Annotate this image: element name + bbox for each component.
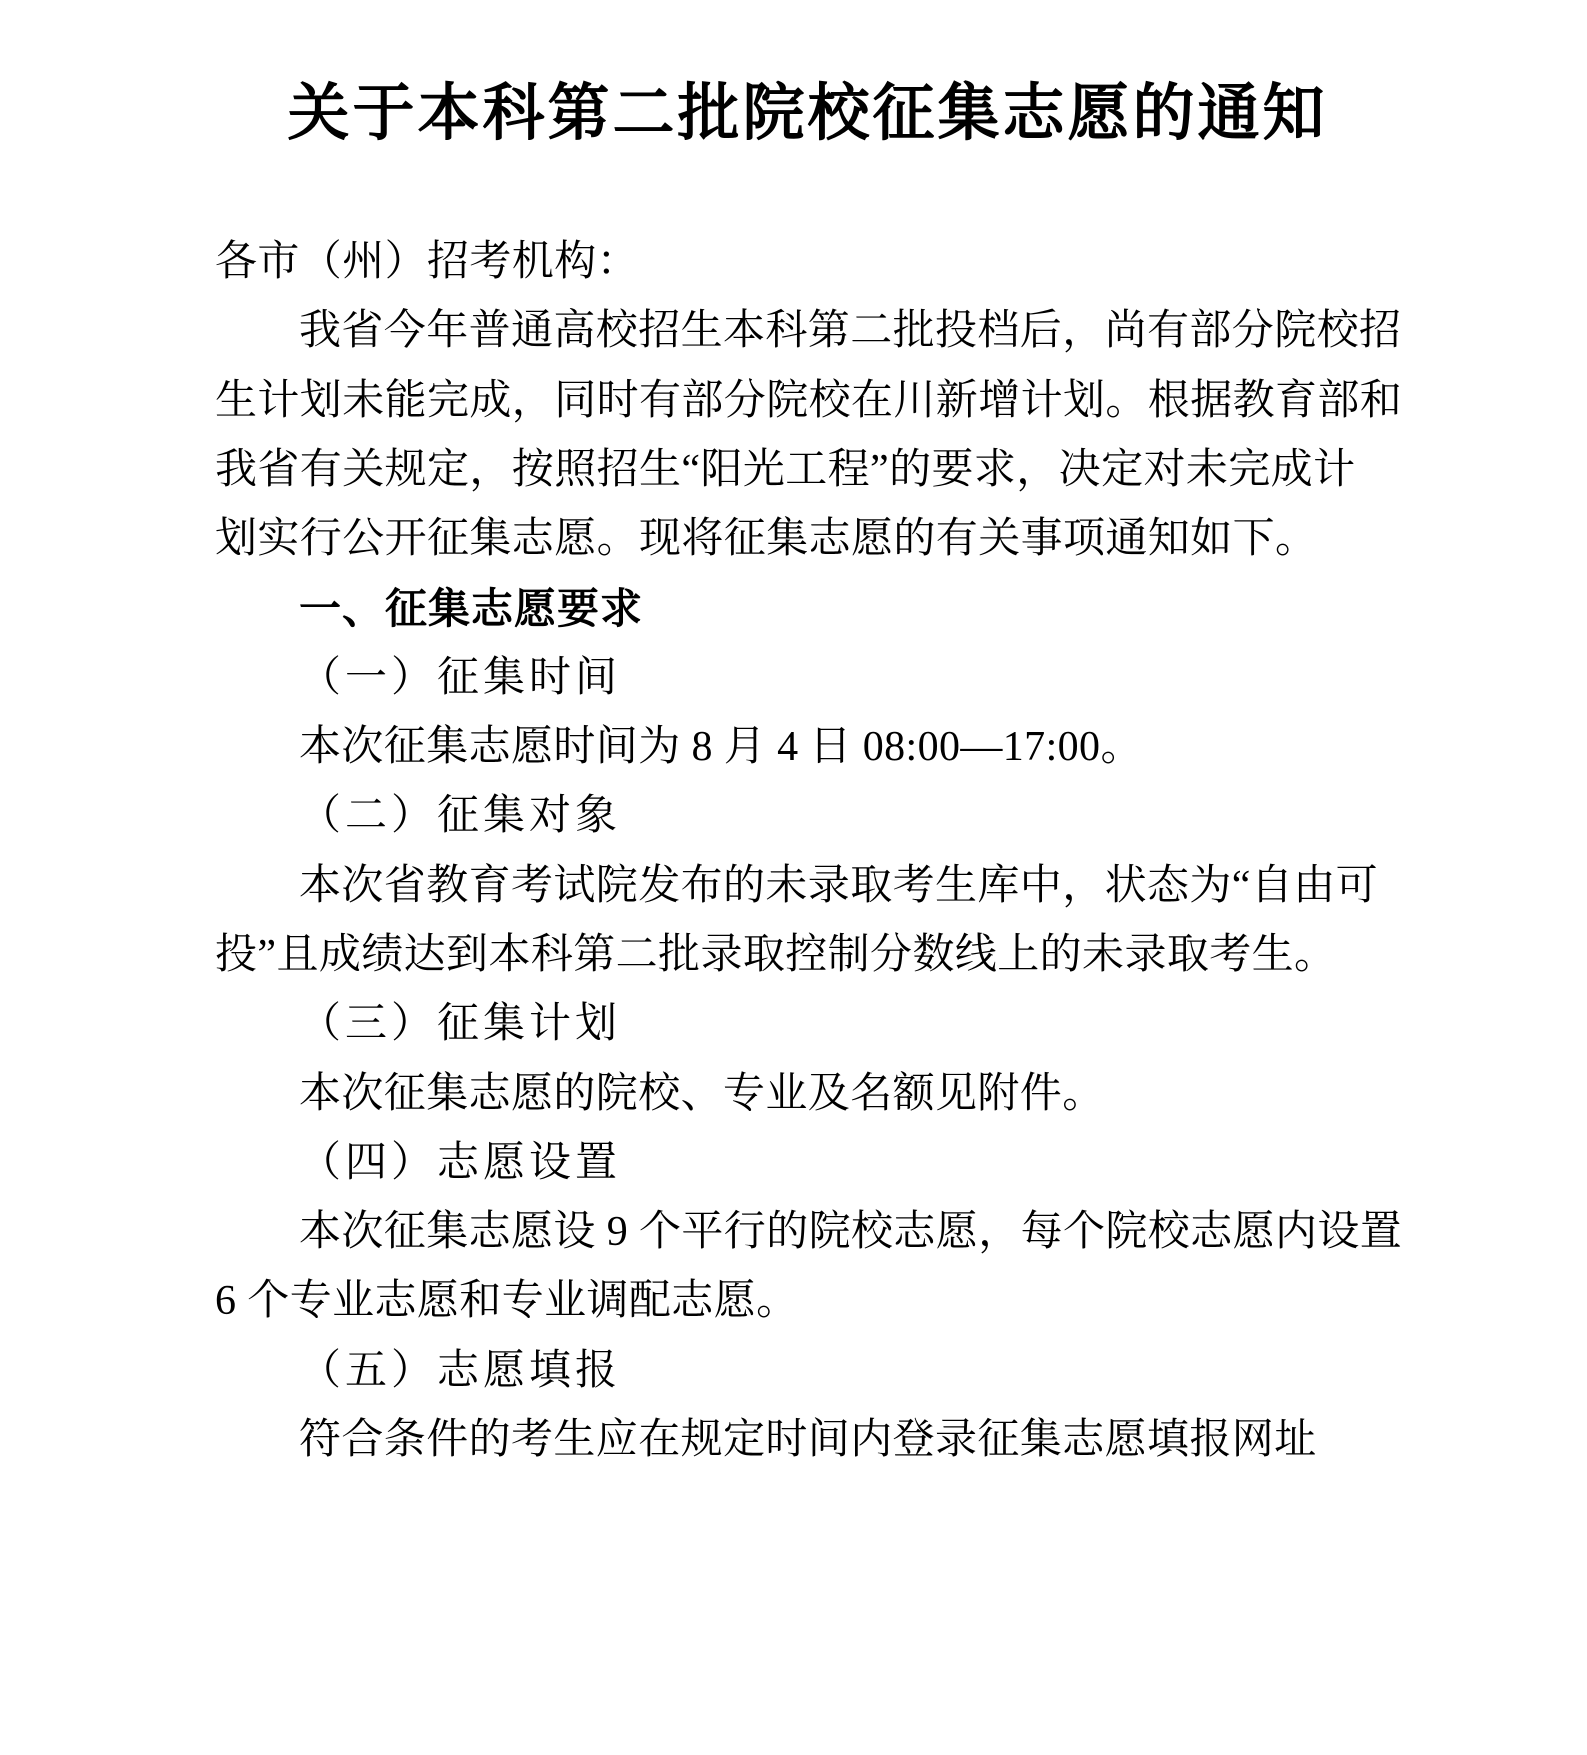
sub-heading: （三）征集计划 bbox=[299, 1001, 622, 1048]
section-heading: 一、征集志愿要求 bbox=[299, 585, 644, 633]
sub-heading: （四）志愿设置 bbox=[299, 1139, 622, 1186]
sub-heading: （五）志愿填报 bbox=[299, 1347, 622, 1394]
doc-line: 划实行公开征集志愿。现将征集志愿的有关事项通知如下。 bbox=[215, 516, 1318, 563]
doc-line: 我省今年普通高校招生本科第二批投档后，尚有部分院校招 bbox=[299, 308, 1402, 355]
doc-line: 我省有关规定，按照招生“阳光工程”的要求，决定对未完成计 bbox=[215, 446, 1356, 493]
document-body bbox=[215, 228, 1403, 1475]
document-title: 关于本科第二批院校征集志愿的通知 bbox=[287, 80, 1328, 148]
doc-line: 本次征集志愿的院校、专业及名额见附件。 bbox=[299, 1070, 1105, 1117]
doc-line: 符合条件的考生应在规定时间内登录征集志愿填报网址 bbox=[299, 1417, 1317, 1464]
doc-line: 各市（州）招考机构： bbox=[215, 239, 640, 285]
doc-line: 生计划未能完成，同时有部分院校在川新增计划。根据教育部和 bbox=[215, 377, 1403, 424]
doc-line: 本次征集志愿时间为 8 月 4 日 08:00—17:00。 bbox=[299, 724, 1143, 771]
doc-line: 本次征集志愿设 9 个平行的院校志愿，每个院校志愿内设置 bbox=[299, 1209, 1403, 1256]
doc-line: 6 个专业志愿和专业调配志愿。 bbox=[215, 1278, 799, 1325]
doc-line: 本次省教育考试院发布的未录取考生库中，状态为“自由可 bbox=[299, 862, 1379, 909]
doc-line: 投”且成绩达到本科第二批录取控制分数线上的未录取考生。 bbox=[215, 931, 1337, 978]
sub-heading: （一）征集时间 bbox=[299, 654, 622, 701]
sub-heading: （二）征集对象 bbox=[299, 793, 622, 840]
